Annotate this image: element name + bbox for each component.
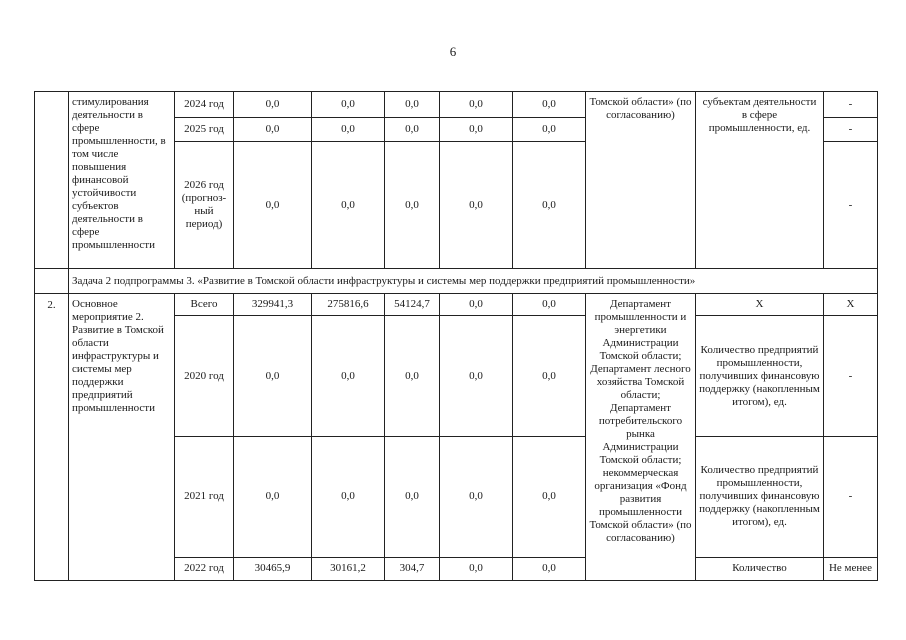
value-federal: 275816,6 <box>312 294 385 316</box>
item-number: 2. <box>35 294 69 581</box>
target-cell: Не менее <box>824 557 878 580</box>
value-federal: 0,0 <box>312 316 385 437</box>
value-regional: 0,0 <box>385 92 440 118</box>
value-local: 0,0 <box>440 437 513 558</box>
value-local: 0,0 <box>440 316 513 437</box>
table-row <box>35 294 878 316</box>
value-total: 0,0 <box>234 316 312 437</box>
indicator-cell: Количество предприятий промышленности, получивших финансовую поддержку (накопленным итогом), ед. <box>696 316 824 437</box>
measure-name: стимулирования деятельности в сфере промышленности, в том числе повышения финансовой устойчивости субъектов деятельности в сфере промышленности <box>69 92 175 269</box>
year-cell: 2022 год <box>175 557 234 580</box>
value-local: 0,0 <box>440 142 513 269</box>
value-regional: 0,0 <box>385 142 440 269</box>
task-header: Задача 2 подпрограммы 3. «Развитие в Томской области инфраструктуры и системы мер поддержки предприятий промышленности» <box>69 269 878 294</box>
value-local: 0,0 <box>440 92 513 118</box>
value-total: 0,0 <box>234 142 312 269</box>
indicator-cell: Количество предприятий промышленности, получивших финансовую поддержку (накопленным итогом), ед. <box>696 437 824 558</box>
value-other: 0,0 <box>513 557 586 580</box>
value-total: 0,0 <box>234 118 312 142</box>
year-cell: 2025 год <box>175 118 234 142</box>
value-total: 0,0 <box>234 92 312 118</box>
value-federal: 0,0 <box>312 437 385 558</box>
budget-table <box>34 91 878 581</box>
number-cell <box>35 92 69 269</box>
year-cell: 2021 год <box>175 437 234 558</box>
value-local: 0,0 <box>440 118 513 142</box>
value-federal: 0,0 <box>312 142 385 269</box>
value-regional: 0,0 <box>385 316 440 437</box>
year-cell: 2026 год (прогноз-ный период) <box>175 142 234 269</box>
executor-cell: Департамент промышленности и энергетики Администрации Томской области; Департамент лесного хозяйства Томской области; Департамент потребительского рынка Администрации Томской области; некоммерческая организация «Фонд развития промышленности Томской области» (по согласованию) <box>586 294 696 581</box>
value-other: 0,0 <box>513 437 586 558</box>
table-row <box>35 92 878 118</box>
indicator-cell: Х <box>696 294 824 316</box>
year-cell: 2024 год <box>175 92 234 118</box>
task-header-row <box>35 269 878 294</box>
value-other: 0,0 <box>513 142 586 269</box>
year-cell: 2020 год <box>175 316 234 437</box>
executor-cell: Томской области» (по согласованию) <box>586 92 696 269</box>
value-other: 0,0 <box>513 316 586 437</box>
target-cell: - <box>824 142 878 269</box>
target-cell: - <box>824 118 878 142</box>
year-cell: Всего <box>175 294 234 316</box>
value-federal: 0,0 <box>312 118 385 142</box>
number-cell <box>35 269 69 294</box>
value-total: 329941,3 <box>234 294 312 316</box>
value-local: 0,0 <box>440 294 513 316</box>
value-local: 0,0 <box>440 557 513 580</box>
value-total: 0,0 <box>234 437 312 558</box>
indicator-cell: Количество <box>696 557 824 580</box>
value-total: 30465,9 <box>234 557 312 580</box>
value-federal: 0,0 <box>312 92 385 118</box>
value-regional: 0,0 <box>385 437 440 558</box>
value-other: 0,0 <box>513 118 586 142</box>
page-number: 6 <box>449 44 457 59</box>
target-cell: - <box>824 316 878 437</box>
value-federal: 30161,2 <box>312 557 385 580</box>
indicator-cell: субъектам деятельности в сфере промышленности, ед. <box>696 92 824 269</box>
target-cell: - <box>824 437 878 558</box>
value-other: 0,0 <box>513 294 586 316</box>
value-regional: 54124,7 <box>385 294 440 316</box>
target-cell: Х <box>824 294 878 316</box>
value-regional: 304,7 <box>385 557 440 580</box>
target-cell: - <box>824 92 878 118</box>
value-other: 0,0 <box>513 92 586 118</box>
value-regional: 0,0 <box>385 118 440 142</box>
measure-name: Основное мероприятие 2. Развитие в Томской области инфраструктуры и системы мер поддержки предприятий промышленности <box>69 294 175 581</box>
